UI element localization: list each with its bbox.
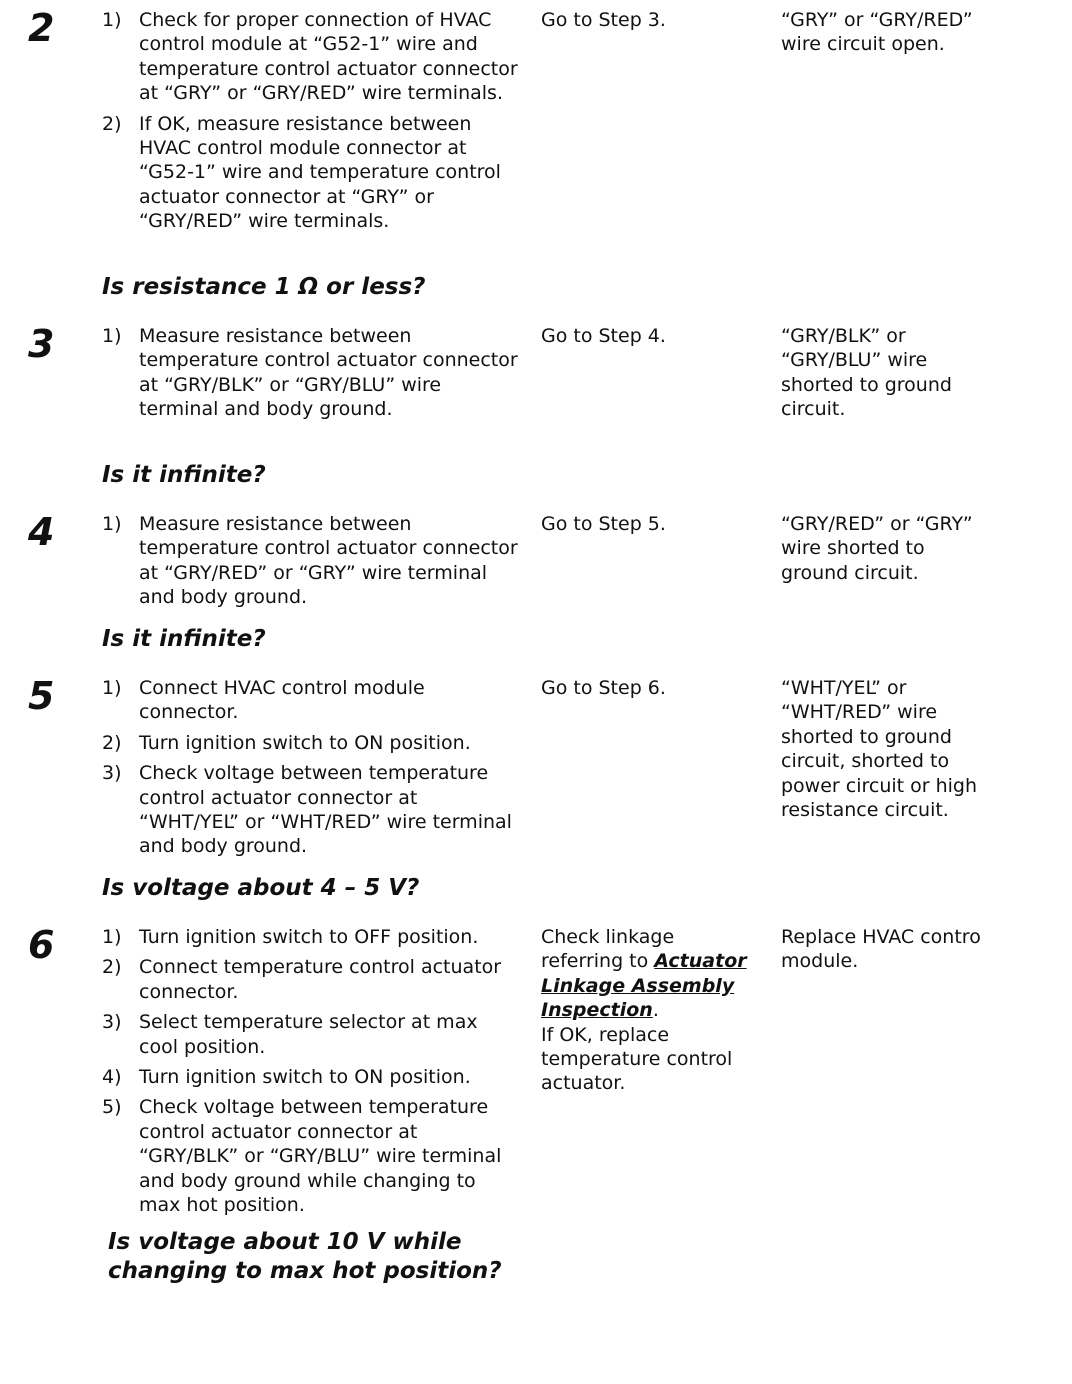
- yes-result-punct: .: [652, 999, 659, 1022]
- no-result: [781, 324, 1072, 422]
- no-result-line: resistance circuit.: [781, 799, 949, 822]
- substep-text: Measure resistance between temperature control actuator connector at “GRY/RED” or “GRY” wire terminal and body ground.: [139, 513, 518, 609]
- step-number: 6: [28, 923, 55, 967]
- yes-result-text: Check linkage referring to: [541, 926, 675, 973]
- substep-number: 3): [102, 1011, 122, 1034]
- substep-number: 2): [102, 731, 122, 754]
- no-result-line: shorted to ground: [781, 373, 952, 396]
- substep: [102, 1095, 522, 1217]
- substep-number: 1): [102, 325, 122, 347]
- substep-list: [102, 324, 522, 428]
- no-result-line: wire circuit open.: [781, 33, 945, 56]
- substep-number: 1): [102, 677, 122, 699]
- substep: [102, 731, 522, 755]
- substep-text: Turn ignition switch to OFF position.: [139, 926, 479, 948]
- no-result-line: “WHT/YEL” or: [781, 677, 907, 699]
- step-question: Is it infinite?: [102, 626, 266, 652]
- step-number: 2: [28, 6, 55, 50]
- substep-list: [102, 8, 522, 240]
- substep-number: 3): [102, 762, 122, 785]
- substep-text: Measure resistance between temperature control actuator connector at “GRY/BLK” or “GRY/BLU” wire terminal and body ground.: [139, 325, 518, 421]
- no-result-line: ground circuit.: [781, 561, 919, 584]
- substep: [102, 676, 522, 725]
- step-question: Is it infinite?: [102, 462, 266, 488]
- substep-text: Check for proper connection of HVAC control module at “G52-1” wire and temperature control actuator connector at “GRY” or “GRY/RED” wire terminals.: [139, 9, 518, 105]
- substep-number: 1): [102, 926, 122, 948]
- no-result-line: shorted to ground: [781, 725, 952, 748]
- substep-list: [102, 676, 522, 865]
- no-result-line: Replace HVAC contro: [781, 926, 981, 948]
- no-result: [781, 8, 1072, 57]
- yes-result-followup: If OK, replace temperature control actuator.: [541, 1023, 733, 1095]
- substep-number: 1): [102, 9, 122, 31]
- substep-number: 2): [102, 956, 122, 979]
- substep-list: [102, 925, 522, 1223]
- substep-list: [102, 512, 522, 616]
- substep-number: 1): [102, 513, 122, 535]
- substep: [102, 324, 522, 422]
- yes-result: Go to Step 5.: [541, 513, 666, 535]
- no-result: [781, 925, 1072, 974]
- yes-result: Go to Step 3.: [541, 9, 666, 31]
- step-question: Is voltage about 4 – 5 V?: [102, 875, 420, 901]
- no-result-line: power circuit or high: [781, 774, 978, 797]
- substep-text: If OK, measure resistance between HVAC control module connector at “G52-1” wire and temperature control actuator connector at “GRY” or “GRY/RED” wire terminals.: [139, 112, 501, 233]
- step-number: 5: [28, 674, 55, 718]
- no-result-line: “WHT/RED” wire: [781, 701, 938, 724]
- no-result-line: “GRY/BLK” or: [781, 325, 906, 347]
- substep-text: Connect HVAC control module connector.: [139, 677, 425, 724]
- substep-number: 4): [102, 1066, 122, 1089]
- substep-number: 2): [102, 112, 122, 135]
- substep-text: Connect temperature control actuator connector.: [139, 956, 502, 1003]
- substep: [102, 925, 522, 949]
- substep-text: Check voltage between temperature control actuator connector at “GRY/BLK” or “GRY/BLU” wire terminal and body ground while changing to max hot position.: [139, 1096, 502, 1217]
- substep: [102, 955, 522, 1004]
- no-result-line: module.: [781, 950, 859, 973]
- step-question: Is voltage about 10 V while changing to max hot position?: [108, 1229, 502, 1284]
- step-question: Is resistance 1 Ω or less?: [102, 274, 426, 300]
- substep-text: Check voltage between temperature control actuator connector at “WHT/YEL” or “WHT/RED” wire terminal and body ground.: [139, 762, 512, 858]
- no-result: [781, 676, 1072, 822]
- substep: [102, 1065, 522, 1089]
- no-result-line: “GRY” or “GRY/RED”: [781, 9, 973, 31]
- substep: [102, 112, 522, 234]
- yes-result: Go to Step 6.: [541, 677, 666, 699]
- no-result: [781, 512, 1072, 585]
- substep-text: Turn ignition switch to ON position.: [139, 731, 471, 754]
- yes-result: Go to Step 4.: [541, 325, 666, 347]
- no-result-line: circuit.: [781, 398, 846, 421]
- substep: [102, 1010, 522, 1059]
- substep: [102, 761, 522, 859]
- substep-number: 5): [102, 1096, 122, 1119]
- substep: [102, 512, 522, 610]
- actuator-linkage-inspection-link[interactable]: Actuator Linkage Assembly Inspection: [541, 950, 747, 1022]
- step-number: 4: [28, 510, 55, 554]
- no-result-line: “GRY/BLU” wire: [781, 349, 928, 372]
- no-result-line: circuit, shorted to: [781, 750, 950, 773]
- substep-text: Select temperature selector at max cool position.: [139, 1011, 478, 1058]
- substep-text: Turn ignition switch to ON position.: [139, 1066, 471, 1089]
- substep: [102, 8, 522, 106]
- yes-result: [541, 925, 761, 1096]
- no-result-line: wire shorted to: [781, 537, 925, 560]
- step-number: 3: [28, 322, 55, 366]
- no-result-line: “GRY/RED” or “GRY”: [781, 513, 973, 535]
